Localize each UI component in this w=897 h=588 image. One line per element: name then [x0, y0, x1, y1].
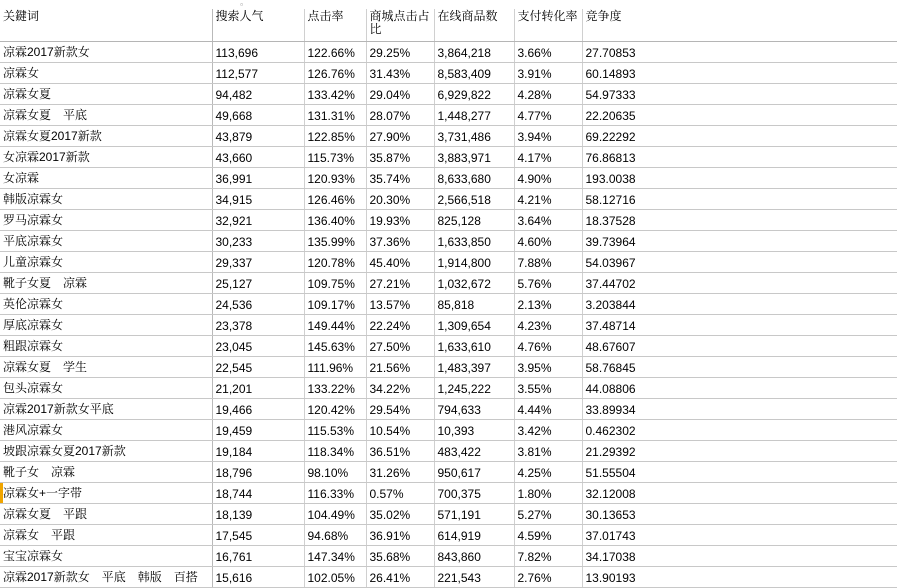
cell-competition[interactable]: 193.0038 — [582, 167, 897, 188]
cell-mall-click-share[interactable]: 29.04% — [366, 83, 434, 104]
cell-search-popularity[interactable]: 25,127 — [212, 272, 304, 293]
cell-payment-conversion-rate[interactable]: 3.81% — [514, 440, 582, 461]
cell-search-popularity[interactable]: 29,337 — [212, 251, 304, 272]
cell-click-rate[interactable]: 116.33% — [304, 482, 366, 503]
cell-payment-conversion-rate[interactable]: 3.55% — [514, 377, 582, 398]
cell-online-products[interactable]: 3,731,486 — [434, 125, 514, 146]
cell-search-popularity[interactable]: 112,577 — [212, 62, 304, 83]
cell-online-products[interactable]: 1,032,672 — [434, 272, 514, 293]
cell-click-rate[interactable]: 115.53% — [304, 419, 366, 440]
cell-keyword[interactable]: 凉霖女夏 学生 — [0, 356, 212, 377]
cell-payment-conversion-rate[interactable]: 4.90% — [514, 167, 582, 188]
table-row[interactable] — [0, 293, 897, 314]
cell-keyword[interactable]: 儿童凉霖女 — [0, 251, 212, 272]
cell-keyword[interactable]: 凉霖2017新款女 平底 韩版 百搭 — [0, 566, 212, 587]
cell-payment-conversion-rate[interactable]: 3.91% — [514, 62, 582, 83]
cell-competition[interactable]: 51.55504 — [582, 461, 897, 482]
cell-search-popularity[interactable]: 18,796 — [212, 461, 304, 482]
cell-search-popularity[interactable]: 22,545 — [212, 356, 304, 377]
column-header-online-products[interactable]: 在线商品数 — [434, 9, 514, 41]
cell-mall-click-share[interactable]: 10.54% — [366, 419, 434, 440]
cell-competition[interactable]: 37.01743 — [582, 524, 897, 545]
cell-search-popularity[interactable]: 19,466 — [212, 398, 304, 419]
cell-mall-click-share[interactable]: 29.54% — [366, 398, 434, 419]
cell-keyword[interactable]: 女凉霖2017新款 — [0, 146, 212, 167]
table-body — [0, 41, 897, 587]
cell-mall-click-share[interactable]: 26.41% — [366, 566, 434, 587]
cell-mall-click-share[interactable]: 34.22% — [366, 377, 434, 398]
cell-payment-conversion-rate[interactable]: 7.88% — [514, 251, 582, 272]
table-row[interactable] — [0, 566, 897, 587]
cell-search-popularity[interactable]: 32,921 — [212, 209, 304, 230]
column-header-payment-conversion-rate[interactable]: 支付转化率 — [514, 9, 582, 41]
cell-payment-conversion-rate[interactable]: 4.44% — [514, 398, 582, 419]
cell-online-products[interactable]: 700,375 — [434, 482, 514, 503]
cell-online-products[interactable]: 1,633,850 — [434, 230, 514, 251]
cell-mall-click-share[interactable]: 27.90% — [366, 125, 434, 146]
table-row[interactable] — [0, 545, 897, 566]
cell-competition[interactable]: 13.90193 — [582, 566, 897, 587]
cell-keyword[interactable]: 港风凉霖女 — [0, 419, 212, 440]
table-row[interactable] — [0, 41, 897, 62]
cell-online-products[interactable]: 2,566,518 — [434, 188, 514, 209]
cell-keyword[interactable]: 凉霖2017新款女 — [0, 41, 212, 62]
cell-search-popularity[interactable]: 24,536 — [212, 293, 304, 314]
cell-online-products[interactable]: 1,245,222 — [434, 377, 514, 398]
cell-online-products[interactable]: 1,633,610 — [434, 335, 514, 356]
cell-payment-conversion-rate[interactable]: 4.17% — [514, 146, 582, 167]
table-header-row — [0, 9, 897, 41]
cell-competition[interactable]: 18.37528 — [582, 209, 897, 230]
cell-payment-conversion-rate[interactable]: 4.21% — [514, 188, 582, 209]
table-row[interactable] — [0, 335, 897, 356]
cell-keyword[interactable]: 凉霖女夏 — [0, 83, 212, 104]
cell-competition[interactable]: 0.462302 — [582, 419, 897, 440]
cell-click-rate[interactable]: 122.85% — [304, 125, 366, 146]
cell-click-rate[interactable]: 122.66% — [304, 41, 366, 62]
cell-search-popularity[interactable]: 30,233 — [212, 230, 304, 251]
cell-click-rate[interactable]: 136.40% — [304, 209, 366, 230]
cell-payment-conversion-rate[interactable]: 1.80% — [514, 482, 582, 503]
cell-keyword[interactable]: 宝宝凉霖女 — [0, 545, 212, 566]
cell-mall-click-share[interactable]: 21.56% — [366, 356, 434, 377]
cell-online-products[interactable]: 571,191 — [434, 503, 514, 524]
column-header-search-popularity[interactable]: 搜索人气 — [212, 9, 304, 41]
cell-payment-conversion-rate[interactable]: 2.13% — [514, 293, 582, 314]
cell-click-rate[interactable]: 98.10% — [304, 461, 366, 482]
table-row[interactable] — [0, 209, 897, 230]
cell-keyword[interactable]: 罗马凉霖女 — [0, 209, 212, 230]
cell-keyword[interactable]: 厚底凉霖女 — [0, 314, 212, 335]
top-strip — [0, 0, 897, 9]
cell-keyword[interactable]: 女凉霖 — [0, 167, 212, 188]
cell-payment-conversion-rate[interactable]: 4.76% — [514, 335, 582, 356]
column-header-mall-click-share[interactable]: 商城点击占比 — [366, 9, 434, 41]
cell-mall-click-share[interactable]: 31.43% — [366, 62, 434, 83]
cell-payment-conversion-rate[interactable]: 4.25% — [514, 461, 582, 482]
cell-click-rate[interactable]: 111.96% — [304, 356, 366, 377]
cell-mall-click-share[interactable]: 37.36% — [366, 230, 434, 251]
cell-keyword[interactable]: 凉霖女夏2017新款 — [0, 125, 212, 146]
cell-search-popularity[interactable]: 18,744 — [212, 482, 304, 503]
cell-search-popularity[interactable]: 23,378 — [212, 314, 304, 335]
cell-online-products[interactable]: 1,914,800 — [434, 251, 514, 272]
cell-payment-conversion-rate[interactable]: 5.76% — [514, 272, 582, 293]
cell-payment-conversion-rate[interactable]: 4.77% — [514, 104, 582, 125]
cell-click-rate[interactable]: 94.68% — [304, 524, 366, 545]
cell-keyword[interactable]: 包头凉霖女 — [0, 377, 212, 398]
table-row[interactable] — [0, 524, 897, 545]
cell-click-rate[interactable]: 102.05% — [304, 566, 366, 587]
cell-search-popularity[interactable]: 18,139 — [212, 503, 304, 524]
cell-mall-click-share[interactable]: 20.30% — [366, 188, 434, 209]
cell-click-rate[interactable]: 120.78% — [304, 251, 366, 272]
cell-online-products[interactable]: 483,422 — [434, 440, 514, 461]
cell-search-popularity[interactable]: 94,482 — [212, 83, 304, 104]
cell-mall-click-share[interactable]: 19.93% — [366, 209, 434, 230]
cell-click-rate[interactable]: 133.22% — [304, 377, 366, 398]
table-row[interactable] — [0, 125, 897, 146]
cell-online-products[interactable]: 843,860 — [434, 545, 514, 566]
cell-click-rate[interactable]: 118.34% — [304, 440, 366, 461]
cell-competition[interactable]: 60.14893 — [582, 62, 897, 83]
cell-competition[interactable]: 30.13653 — [582, 503, 897, 524]
cell-payment-conversion-rate[interactable]: 3.64% — [514, 209, 582, 230]
cell-payment-conversion-rate[interactable]: 4.59% — [514, 524, 582, 545]
cell-payment-conversion-rate[interactable]: 3.95% — [514, 356, 582, 377]
cell-keyword[interactable]: 靴子女 凉霖 — [0, 461, 212, 482]
cell-mall-click-share[interactable]: 0.57% — [366, 482, 434, 503]
cell-click-rate[interactable]: 120.93% — [304, 167, 366, 188]
cell-click-rate[interactable]: 133.42% — [304, 83, 366, 104]
table-row[interactable] — [0, 419, 897, 440]
cell-online-products[interactable]: 825,128 — [434, 209, 514, 230]
cell-keyword[interactable]: 英伦凉霖女 — [0, 293, 212, 314]
column-header-keyword[interactable]: 关鍵词 — [0, 9, 212, 41]
cell-competition[interactable]: 34.17038 — [582, 545, 897, 566]
cell-mall-click-share[interactable]: 13.57% — [366, 293, 434, 314]
cell-keyword[interactable]: 凉霖女 平跟 — [0, 524, 212, 545]
cell-search-popularity[interactable]: 19,184 — [212, 440, 304, 461]
column-header-competition[interactable]: 竞争度 — [582, 9, 897, 41]
cell-online-products[interactable]: 6,929,822 — [434, 83, 514, 104]
cell-keyword[interactable]: 凉霖女 — [0, 62, 212, 83]
cell-mall-click-share[interactable]: 27.21% — [366, 272, 434, 293]
table-row[interactable] — [0, 251, 897, 272]
cell-click-rate[interactable]: 135.99% — [304, 230, 366, 251]
cell-search-popularity[interactable]: 16,761 — [212, 545, 304, 566]
cell-search-popularity[interactable]: 17,545 — [212, 524, 304, 545]
cell-mall-click-share[interactable]: 28.07% — [366, 104, 434, 125]
table-row[interactable] — [0, 482, 897, 503]
cell-online-products[interactable]: 794,633 — [434, 398, 514, 419]
cell-search-popularity[interactable]: 43,660 — [212, 146, 304, 167]
cell-online-products[interactable]: 950,617 — [434, 461, 514, 482]
table-row[interactable] — [0, 167, 897, 188]
keyword-data-table — [0, 9, 897, 588]
cell-keyword[interactable]: 凉霖女夏 平跟 — [0, 503, 212, 524]
cell-keyword[interactable]: 凉霖女夏 平底 — [0, 104, 212, 125]
cell-payment-conversion-rate[interactable]: 3.66% — [514, 41, 582, 62]
cell-competition[interactable]: 76.86813 — [582, 146, 897, 167]
cell-keyword[interactable]: 坡跟凉霖女夏2017新款 — [0, 440, 212, 461]
cell-competition[interactable]: 69.22292 — [582, 125, 897, 146]
cell-search-popularity[interactable]: 34,915 — [212, 188, 304, 209]
table-row[interactable] — [0, 461, 897, 482]
cell-online-products[interactable]: 85,818 — [434, 293, 514, 314]
cell-competition[interactable]: 3.203844 — [582, 293, 897, 314]
cell-payment-conversion-rate[interactable]: 7.82% — [514, 545, 582, 566]
cell-competition[interactable]: 22.20635 — [582, 104, 897, 125]
cell-mall-click-share[interactable]: 35.74% — [366, 167, 434, 188]
cell-competition[interactable]: 58.12716 — [582, 188, 897, 209]
cell-click-rate[interactable]: 115.73% — [304, 146, 366, 167]
cell-online-products[interactable]: 1,448,277 — [434, 104, 514, 125]
table-row[interactable] — [0, 503, 897, 524]
cell-click-rate[interactable]: 145.63% — [304, 335, 366, 356]
cell-online-products[interactable]: 8,633,680 — [434, 167, 514, 188]
cell-click-rate[interactable]: 131.31% — [304, 104, 366, 125]
cell-keyword[interactable]: 凉霖2017新款女平底 — [0, 398, 212, 419]
cell-keyword[interactable]: 靴子女夏 凉霖 — [0, 272, 212, 293]
table-row[interactable] — [0, 398, 897, 419]
cell-mall-click-share[interactable]: 35.87% — [366, 146, 434, 167]
cell-competition[interactable]: 21.29392 — [582, 440, 897, 461]
cell-payment-conversion-rate[interactable]: 2.76% — [514, 566, 582, 587]
table-row[interactable] — [0, 146, 897, 167]
cell-online-products[interactable]: 221,543 — [434, 566, 514, 587]
cell-competition[interactable]: 48.67607 — [582, 335, 897, 356]
cell-online-products[interactable]: 3,883,971 — [434, 146, 514, 167]
table-row[interactable] — [0, 377, 897, 398]
cell-competition[interactable]: 54.03967 — [582, 251, 897, 272]
cell-competition[interactable]: 27.70853 — [582, 41, 897, 62]
cell-online-products[interactable]: 1,309,654 — [434, 314, 514, 335]
cell-mall-click-share[interactable]: 29.25% — [366, 41, 434, 62]
cell-search-popularity[interactable]: 43,879 — [212, 125, 304, 146]
cell-click-rate[interactable]: 109.17% — [304, 293, 366, 314]
cell-search-popularity[interactable]: 21,201 — [212, 377, 304, 398]
column-header-click-rate[interactable]: 点击率 — [304, 9, 366, 41]
cell-click-rate[interactable]: 109.75% — [304, 272, 366, 293]
cell-competition[interactable]: 33.89934 — [582, 398, 897, 419]
cell-click-rate[interactable]: 126.76% — [304, 62, 366, 83]
cell-mall-click-share[interactable]: 36.91% — [366, 524, 434, 545]
cell-payment-conversion-rate[interactable]: 4.23% — [514, 314, 582, 335]
cell-payment-conversion-rate[interactable]: 3.42% — [514, 419, 582, 440]
cell-competition[interactable]: 39.73964 — [582, 230, 897, 251]
cell-keyword[interactable]: 平底凉霖女 — [0, 230, 212, 251]
table-row[interactable] — [0, 272, 897, 293]
cell-search-popularity[interactable]: 23,045 — [212, 335, 304, 356]
cell-payment-conversion-rate[interactable]: 4.28% — [514, 83, 582, 104]
cell-competition[interactable]: 37.48714 — [582, 314, 897, 335]
cell-payment-conversion-rate[interactable]: 3.94% — [514, 125, 582, 146]
cell-keyword[interactable]: 韩版凉霖女 — [0, 188, 212, 209]
table-row[interactable] — [0, 314, 897, 335]
cell-search-popularity[interactable]: 49,668 — [212, 104, 304, 125]
table-row[interactable] — [0, 440, 897, 461]
cell-mall-click-share[interactable]: 27.50% — [366, 335, 434, 356]
cell-competition[interactable]: 32.12008 — [582, 482, 897, 503]
table-row[interactable] — [0, 356, 897, 377]
cell-search-popularity[interactable]: 36,991 — [212, 167, 304, 188]
cell-keyword[interactable]: 粗跟凉霖女 — [0, 335, 212, 356]
table-row[interactable] — [0, 83, 897, 104]
table-row[interactable] — [0, 104, 897, 125]
cell-competition[interactable]: 54.97333 — [582, 83, 897, 104]
cell-mall-click-share[interactable]: 45.40% — [366, 251, 434, 272]
table-row[interactable] — [0, 230, 897, 251]
cell-click-rate[interactable]: 149.44% — [304, 314, 366, 335]
cell-search-popularity[interactable]: 19,459 — [212, 419, 304, 440]
table-row[interactable] — [0, 62, 897, 83]
cell-click-rate[interactable]: 104.49% — [304, 503, 366, 524]
cell-online-products[interactable]: 1,483,397 — [434, 356, 514, 377]
cell-online-products[interactable]: 614,919 — [434, 524, 514, 545]
cell-online-products[interactable]: 10,393 — [434, 419, 514, 440]
cell-mall-click-share[interactable]: 36.51% — [366, 440, 434, 461]
cell-click-rate[interactable]: 120.42% — [304, 398, 366, 419]
cell-mall-click-share[interactable]: 22.24% — [366, 314, 434, 335]
cell-payment-conversion-rate[interactable]: 5.27% — [514, 503, 582, 524]
cell-competition[interactable]: 37.44702 — [582, 272, 897, 293]
cell-competition[interactable]: 44.08806 — [582, 377, 897, 398]
cell-mall-click-share[interactable]: 35.68% — [366, 545, 434, 566]
table-row[interactable] — [0, 188, 897, 209]
cell-online-products[interactable]: 8,583,409 — [434, 62, 514, 83]
cell-keyword[interactable]: 凉霖女+一字带 — [0, 482, 212, 503]
cell-online-products[interactable]: 3,864,218 — [434, 41, 514, 62]
cell-competition[interactable]: 58.76845 — [582, 356, 897, 377]
cell-search-popularity[interactable]: 15,616 — [212, 566, 304, 587]
cell-payment-conversion-rate[interactable]: 4.60% — [514, 230, 582, 251]
cell-search-popularity[interactable]: 113,696 — [212, 41, 304, 62]
ruler-tick-icon: ▫ — [240, 0, 243, 9]
cell-mall-click-share[interactable]: 31.26% — [366, 461, 434, 482]
cell-click-rate[interactable]: 147.34% — [304, 545, 366, 566]
cell-click-rate[interactable]: 126.46% — [304, 188, 366, 209]
cell-mall-click-share[interactable]: 35.02% — [366, 503, 434, 524]
